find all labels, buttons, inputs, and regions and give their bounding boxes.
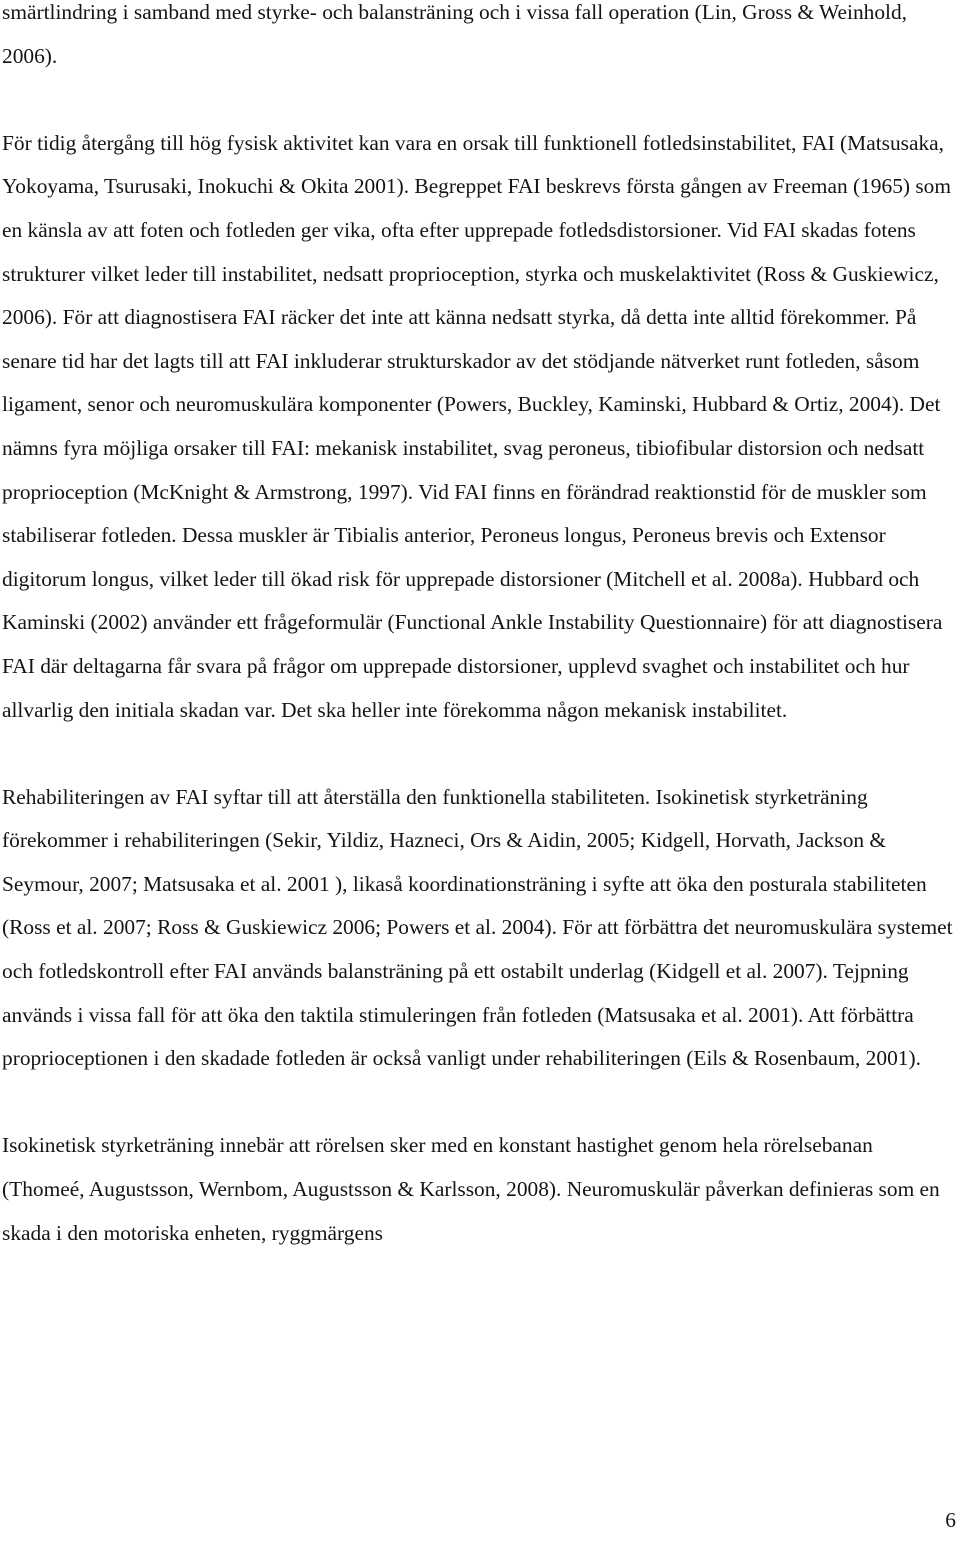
paragraph-spacer <box>2 78 954 122</box>
paragraph-2: För tidig återgång till hög fysisk aktivitet kan vara en orsak till funktionell fotledsinstabilitet, FAI (Matsusaka, Yokoyama, Tsurusaki, Inokuchi & Okita 2001). Begreppet FAI beskrevs första gången av Freeman (1965) som en känsla av att foten och fotleden ger vika, ofta efter upprepade fotledsdistorsioner. Vid FAI skadas fotens strukturer vilket leder till instabilitet, nedsatt proprioception, styrka och muskelaktivitet (Ross & Guskiewicz, 2006). För att diagnostisera FAI räcker det inte att känna nedsatt styrka, då detta inte alltid förekommer. På senare tid har det lagts till att FAI inkluderar strukturskador av det stödjande nätverket runt fotleden, såsom ligament, senor och neuromuskulära komponenter (Powers, Buckley, Kaminski, Hubbard & Ortiz, 2004). Det nämns fyra möjliga orsaker till FAI: mekanisk instabilitet, svag peroneus, tibiofibular distorsion och nedsatt proprioception (McKnight & Armstrong, 1997). Vid FAI finns en förändrad reaktionstid för de muskler som stabiliserar fotleden. Dessa muskler är Tibialis anterior, Peroneus longus, Peroneus brevis och Extensor digitorum longus, vilket leder till ökad risk för upprepade distorsioner (Mitchell et al. 2008a). Hubbard och Kaminski (2002) använder ett frågeformulär (Functional Ankle Instability Questionnaire) för att diagnostisera FAI där deltagarna får svara på frågor om upprepade distorsioner, upplevd svaghet och instabilitet och hur allvarlig den initiala skadan var. Det ska heller inte förekomma någon mekanisk instabilitet. <box>2 130 952 722</box>
page-number: 6 <box>945 1508 956 1532</box>
paragraph-3: Rehabiliteringen av FAI syftar till att återställa den funktionella stabiliteten. Isokinetisk styrketräning förekommer i rehabiliteringen (Sekir, Yildiz, Hazneci, Ors & Aidin, 2005; Kidgell, Horvath, Jackson & Seymour, 2007; Matsusaka et al. 2001 ), likaså koordinationsträning i syfte att öka den posturala stabiliteten (Ross et al. 2007; Ross & Guskiewicz 2006; Powers et al. 2004). För att förbättra det neuromuskulära systemet och fotledskontroll efter FAI används balansträning på ett ostabilt underlag (Kidgell et al. 2007). Tejpning används i vissa fall för att öka den taktila stimuleringen från fotleden (Matsusaka et al. 2001). Att förbättra proprioceptionen i den skadade fotleden är också vanligt under rehabiliteringen (Eils & Rosenbaum, 2001). <box>2 784 953 1071</box>
paragraph-spacer <box>2 732 954 776</box>
paragraph-4: Isokinetisk styrketräning innebär att rörelsen sker med en konstant hastighet genom hela rörelsebanan (Thomeé, Augustsson, Wernbom, Augustsson & Karlsson, 2008). Neuromuskulär påverkan definieras som en skada i den motoriska enheten, ryggmärgens <box>2 1133 940 1245</box>
paragraph-1: smärtlindring i samband med styrke- och balansträning och i vissa fall operation (Lin, Gross & Weinhold, 2006). <box>2 0 908 68</box>
document-body <box>2 0 954 1255</box>
paragraph-spacer <box>2 1081 954 1125</box>
